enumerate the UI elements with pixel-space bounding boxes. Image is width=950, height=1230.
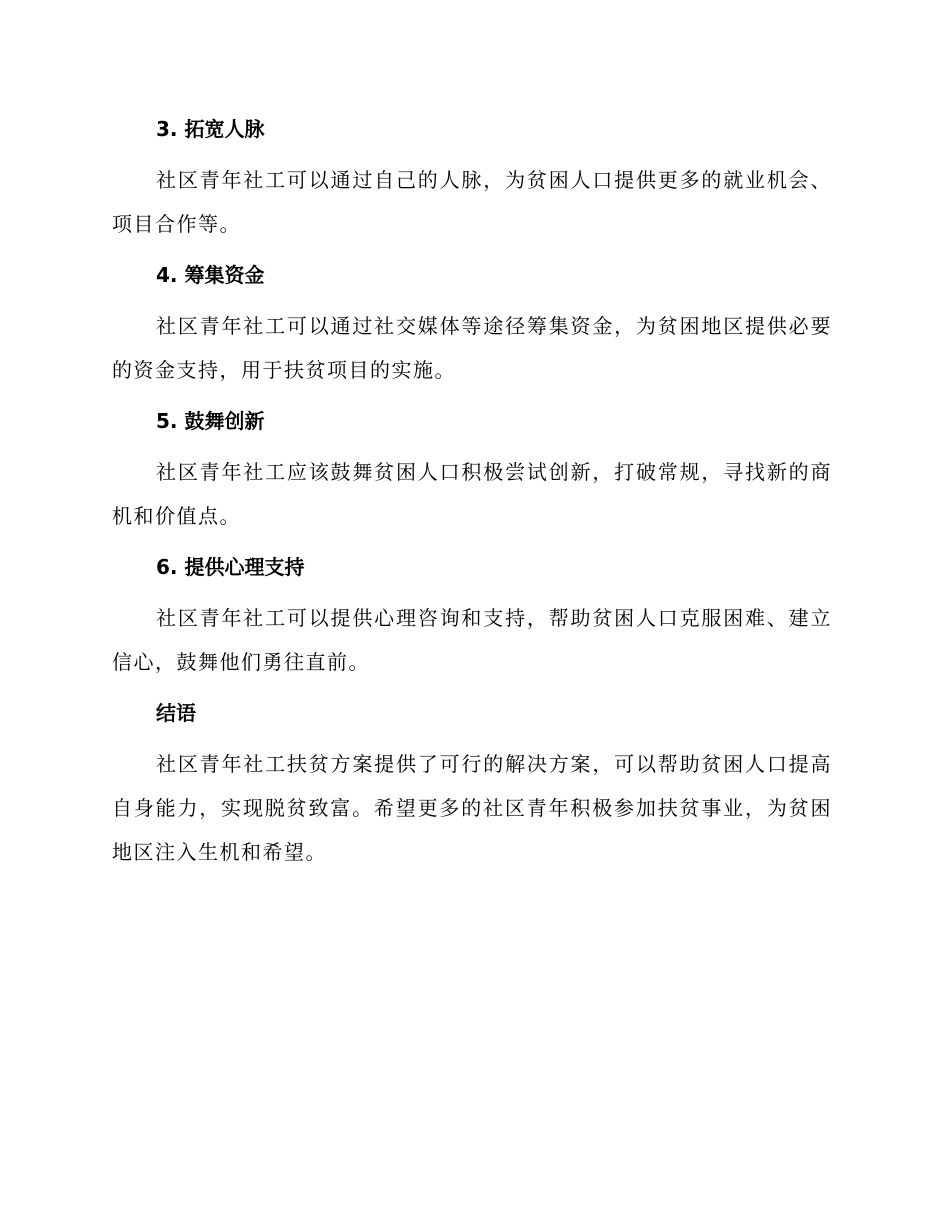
- section-heading: 结语: [156, 701, 196, 725]
- section-heading: 6. 提供心理支持: [156, 555, 305, 579]
- section-paragraph: 社区青年社工可以提供心理咨询和支持，帮助贫困人口克服困难、建立信心，鼓舞他们勇往直前。: [112, 606, 832, 674]
- section-paragraph: 社区青年社工可以通过社交媒体等途径筹集资金，为贫困地区提供必要的资金支持，用于扶贫项目的实施。: [112, 314, 832, 382]
- section-psychological-support: [112, 546, 832, 684]
- section-encourage-innovation: [112, 400, 832, 538]
- section-conclusion: [112, 692, 832, 874]
- section-heading: 5. 鼓舞创新: [156, 409, 265, 433]
- section-raise-funds: [112, 254, 832, 392]
- document-page: [112, 108, 832, 882]
- section-paragraph: 社区青年社工扶贫方案提供了可行的解决方案，可以帮助贫困人口提高自身能力，实现脱贫致富。希望更多的社区青年积极参加扶贫事业，为贫困地区注入生机和希望。: [112, 752, 832, 864]
- section-paragraph: 社区青年社工应该鼓舞贫困人口积极尝试创新，打破常规，寻找新的商机和价值点。: [112, 460, 832, 528]
- section-expand-network: [112, 108, 832, 246]
- section-paragraph: 社区青年社工可以通过自己的人脉，为贫困人口提供更多的就业机会、项目合作等。: [112, 168, 832, 236]
- section-heading: 4. 筹集资金: [156, 263, 265, 287]
- section-heading: 3. 拓宽人脉: [156, 117, 265, 141]
